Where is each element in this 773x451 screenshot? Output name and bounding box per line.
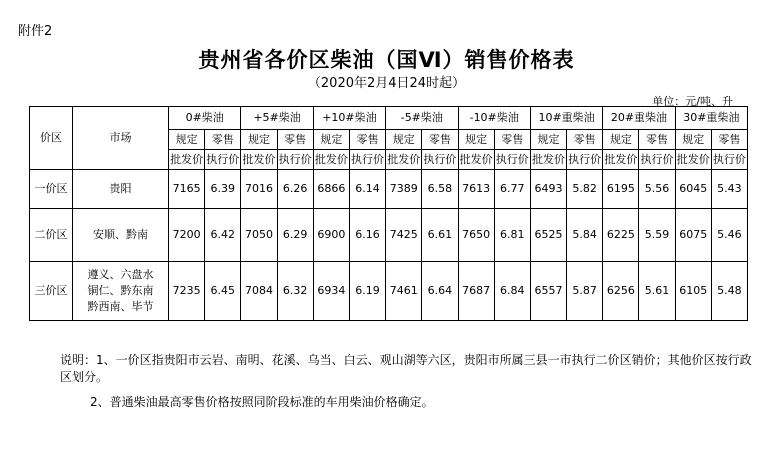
note-2: 2、普通柴油最高零售价格按照同阶段标准的车用柴油价格确定。 [90, 395, 434, 409]
price-cell: 7165 [169, 170, 205, 209]
page-title: 贵州省各价区柴油（国Ⅵ）销售价格表 [198, 48, 575, 72]
note-1-text: 一价区指贵阳市云岩、南明、花溪、乌当、白云、观山湖等六区，贵阳市所属三县一市执行二价区销价；其他价区按行政区划分。 [60, 353, 752, 384]
price-cell: 6.64 [422, 262, 458, 321]
price-cell: 5.61 [639, 262, 675, 321]
price-cell: 6866 [313, 170, 349, 209]
header-sub: 零售 [639, 130, 675, 150]
header-sub: 执行价 [567, 150, 603, 170]
header-sub: 规定 [603, 130, 639, 150]
header-sub: 批发价 [313, 150, 349, 170]
header-sub: 执行价 [422, 150, 458, 170]
header-product: 20#重柴油 [603, 107, 675, 130]
price-cell: 6900 [313, 209, 349, 262]
note-1 [60, 352, 760, 386]
price-cell: 6.84 [494, 262, 530, 321]
price-cell: 7687 [458, 262, 494, 321]
market-line: 黔西南、毕节 [87, 300, 154, 313]
price-cell: 7084 [241, 262, 277, 321]
price-cell: 6.45 [205, 262, 241, 321]
price-cell: 7461 [386, 262, 422, 321]
price-cell: 5.48 [711, 262, 747, 321]
price-cell: 6.58 [422, 170, 458, 209]
header-sub: 执行价 [711, 150, 747, 170]
header-product: 30#重柴油 [675, 107, 747, 130]
price-cell: 6.19 [349, 262, 385, 321]
price-cell: 6.39 [205, 170, 241, 209]
header-sub: 批发价 [675, 150, 711, 170]
attachment-label: 附件2 [18, 24, 53, 39]
header-sub: 执行价 [277, 150, 313, 170]
price-cell: 5.43 [711, 170, 747, 209]
price-cell: 5.46 [711, 209, 747, 262]
header-product: -5#柴油 [386, 107, 458, 130]
region-cell: 二价区 [30, 209, 73, 262]
market-line: 遵义、六盘水 [87, 268, 154, 281]
header-market: 市场 [73, 107, 169, 170]
price-cell: 5.56 [639, 170, 675, 209]
price-cell: 6.81 [494, 209, 530, 262]
market-cell: 安顺、黔南 [73, 209, 169, 262]
header-sub: 执行价 [494, 150, 530, 170]
price-table [29, 106, 748, 321]
header-sub: 执行价 [349, 150, 385, 170]
price-cell: 6934 [313, 262, 349, 321]
price-cell: 5.82 [567, 170, 603, 209]
note-1-prefix: 说明：1、 [60, 353, 116, 367]
region-cell: 一价区 [30, 170, 73, 209]
header-product: 0#柴油 [169, 107, 241, 130]
header-sub: 规定 [530, 130, 566, 150]
header-row-products [30, 107, 748, 130]
header-sub: 规定 [313, 130, 349, 150]
header-region: 价区 [30, 107, 73, 170]
unit-label: 单位：元/吨、升 [652, 95, 733, 108]
price-cell: 5.59 [639, 209, 675, 262]
header-product: +5#柴油 [241, 107, 313, 130]
price-cell: 6.29 [277, 209, 313, 262]
price-cell: 6045 [675, 170, 711, 209]
header-sub: 零售 [567, 130, 603, 150]
price-cell: 6.14 [349, 170, 385, 209]
table-row [30, 170, 748, 209]
notes [60, 352, 760, 411]
header-sub: 批发价 [603, 150, 639, 170]
header-sub: 零售 [277, 130, 313, 150]
header-sub: 批发价 [458, 150, 494, 170]
header-product: 10#重柴油 [530, 107, 602, 130]
table-row [30, 262, 748, 321]
header-sub: 规定 [386, 130, 422, 150]
table-row [30, 209, 748, 262]
header-sub: 零售 [349, 130, 385, 150]
price-cell: 7235 [169, 262, 205, 321]
price-cell: 6.77 [494, 170, 530, 209]
market-cell [73, 262, 169, 321]
price-cell: 7200 [169, 209, 205, 262]
price-cell: 6.42 [205, 209, 241, 262]
price-cell: 6225 [603, 209, 639, 262]
market-line: 铜仁、黔东南 [87, 284, 154, 297]
header-product: +10#柴油 [313, 107, 385, 130]
header-sub: 规定 [169, 130, 205, 150]
effective-date: （2020年2月4日24时起） [307, 76, 466, 91]
header-sub: 批发价 [530, 150, 566, 170]
header-sub: 执行价 [639, 150, 675, 170]
header-sub: 零售 [711, 130, 747, 150]
price-cell: 7650 [458, 209, 494, 262]
header-sub: 批发价 [386, 150, 422, 170]
price-cell: 7389 [386, 170, 422, 209]
header-sub: 规定 [241, 130, 277, 150]
price-cell: 6525 [530, 209, 566, 262]
price-cell: 6195 [603, 170, 639, 209]
region-cell: 三价区 [30, 262, 73, 321]
price-cell: 6557 [530, 262, 566, 321]
price-cell: 7050 [241, 209, 277, 262]
price-cell: 6075 [675, 209, 711, 262]
price-cell: 7613 [458, 170, 494, 209]
price-cell: 6256 [603, 262, 639, 321]
header-product: -10#柴油 [458, 107, 530, 130]
header-sub: 执行价 [205, 150, 241, 170]
price-cell: 5.84 [567, 209, 603, 262]
price-cell: 6.16 [349, 209, 385, 262]
header-sub: 零售 [494, 130, 530, 150]
price-cell: 5.87 [567, 262, 603, 321]
header-sub: 零售 [205, 130, 241, 150]
header-sub: 规定 [458, 130, 494, 150]
price-cell: 6493 [530, 170, 566, 209]
price-cell: 7425 [386, 209, 422, 262]
price-cell: 6105 [675, 262, 711, 321]
price-cell: 7016 [241, 170, 277, 209]
header-sub: 零售 [422, 130, 458, 150]
header-sub: 批发价 [241, 150, 277, 170]
header-sub: 批发价 [169, 150, 205, 170]
header-sub: 规定 [675, 130, 711, 150]
market-cell: 贵阳 [73, 170, 169, 209]
price-cell: 6.32 [277, 262, 313, 321]
price-cell: 6.26 [277, 170, 313, 209]
price-cell: 6.61 [422, 209, 458, 262]
